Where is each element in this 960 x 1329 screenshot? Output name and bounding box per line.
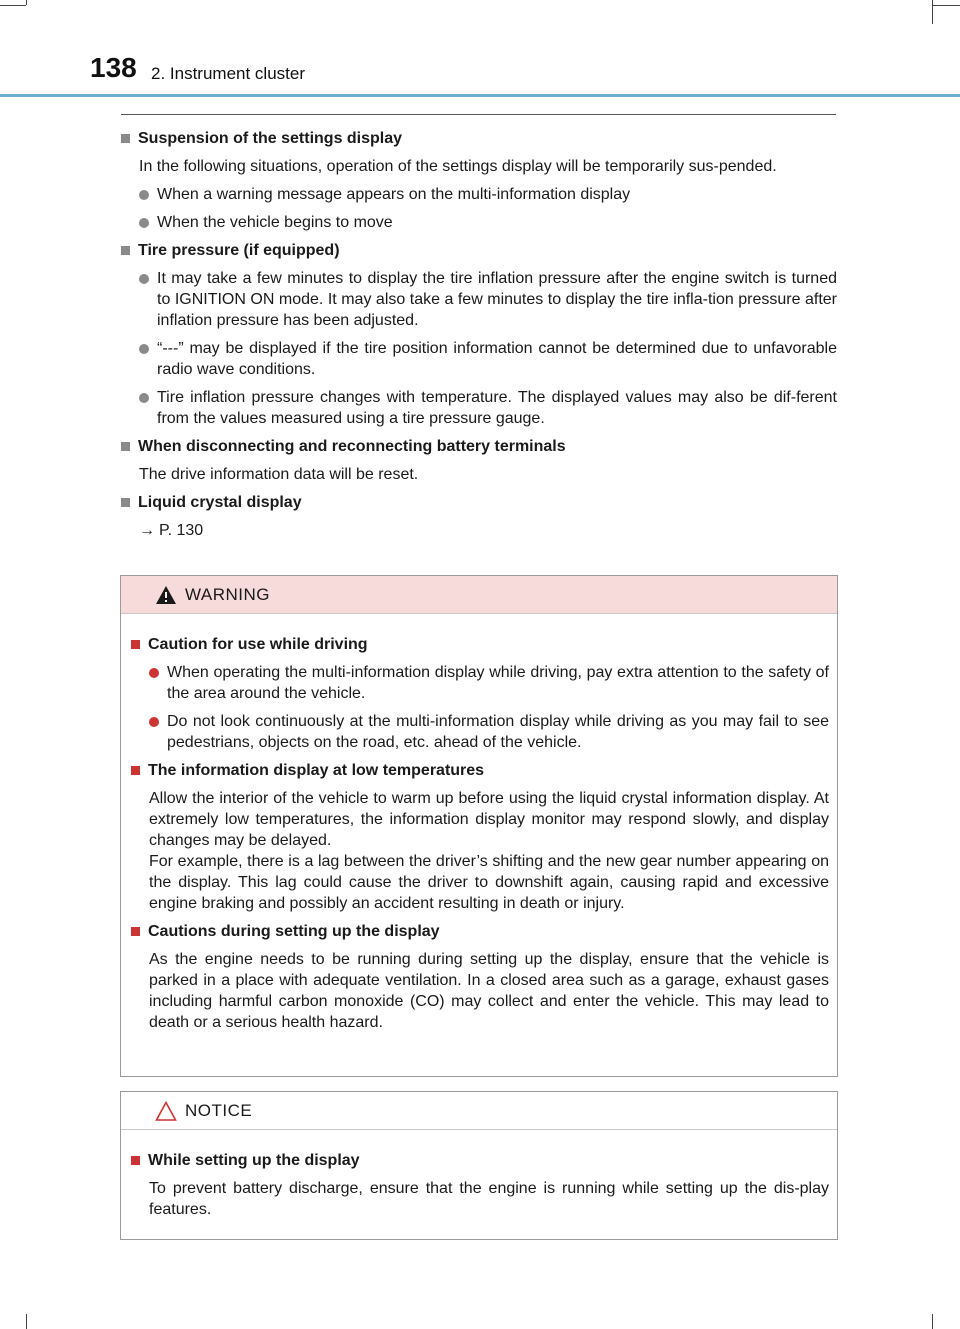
warning-section-heading: The information display at low temperatures — [131, 760, 829, 781]
list-item: It may take a few minutes to display the tire inflation pressure after the engine switch is turned to IGNITION ON mode. It may also take a few minutes to display the tire infla-tion pressure after inflation pressure has been adjusted. — [139, 268, 837, 331]
circle-bullet-icon — [139, 218, 149, 228]
list-item: When the vehicle begins to move — [139, 212, 837, 233]
warning-paragraph: Allow the interior of the vehicle to warm up before using the liquid crystal information display. At extremely low temperatures, the information display monitor may respond slowly, and display changes may be delayed. — [149, 790, 829, 849]
page-number: 138 — [90, 52, 137, 83]
square-bullet-icon — [121, 442, 130, 451]
crop-mark — [932, 1314, 933, 1329]
section-paragraph: In the following situations, operation of the settings display will be temporarily sus-pended. — [139, 158, 777, 175]
circle-bullet-icon — [149, 668, 159, 678]
list-item: “---” may be displayed if the tire position information cannot be determined due to unfavorable radio wave conditions. — [139, 338, 837, 380]
list-item: When operating the multi-information display while driving, pay extra attention to the safety of the area around the vehicle. — [149, 662, 829, 704]
main-content — [121, 124, 837, 548]
warning-triangle-icon — [155, 585, 177, 605]
section-heading: Tire pressure (if equipped) — [121, 240, 837, 261]
crop-mark — [0, 5, 26, 6]
crop-mark — [932, 5, 960, 6]
notice-paragraph: To prevent battery discharge, ensure that the engine is running while setting up the dis-play features. — [149, 1180, 829, 1218]
notice-body — [121, 1130, 837, 1237]
section-paragraph: The drive information data will be reset. — [139, 466, 419, 483]
warning-body — [121, 614, 837, 1050]
warning-section-heading: Cautions during setting up the display — [131, 921, 829, 942]
circle-bullet-icon — [149, 717, 159, 727]
notice-section-heading: While setting up the display — [131, 1150, 829, 1171]
caution-triangle-icon — [155, 1101, 177, 1121]
square-bullet-icon — [131, 1156, 140, 1165]
crop-mark — [26, 1314, 27, 1329]
square-bullet-icon — [131, 927, 140, 936]
warning-box — [120, 575, 838, 1077]
square-bullet-icon — [131, 640, 140, 649]
top-rule — [121, 114, 836, 115]
circle-bullet-icon — [139, 344, 149, 354]
crop-mark — [932, 0, 933, 24]
square-bullet-icon — [131, 766, 140, 775]
warning-paragraph: For example, there is a lag between the driver’s shifting and the new gear number appearing on the display. This lag could cause the driver to downshift again, causing rapid and excessive engine braking and possibly an accident resulting in death or injury. — [149, 853, 829, 912]
notice-box — [120, 1091, 838, 1240]
notice-label: NOTICE — [185, 1100, 253, 1120]
warning-header — [121, 576, 837, 614]
page-reference-link[interactable]: → P. 130 — [139, 522, 204, 539]
circle-bullet-icon — [139, 274, 149, 284]
circle-bullet-icon — [139, 393, 149, 403]
circle-bullet-icon — [139, 190, 149, 200]
notice-header — [121, 1092, 837, 1130]
section-heading: When disconnecting and reconnecting battery terminals — [121, 436, 837, 457]
square-bullet-icon — [121, 498, 130, 507]
section-heading: Liquid crystal display — [121, 492, 837, 513]
arrow-right-icon: → — [139, 522, 155, 539]
warning-label: WARNING — [185, 584, 271, 604]
square-bullet-icon — [121, 134, 130, 143]
crop-mark — [26, 0, 27, 5]
warning-section-heading: Caution for use while driving — [131, 634, 829, 655]
list-item: Tire inflation pressure changes with temperature. The displayed values may also be dif-ferent from the values measured using a tire pressure gauge. — [139, 387, 837, 429]
chapter-title: 2. Instrument cluster — [151, 64, 306, 83]
warning-paragraph: As the engine needs to be running during setting up the display, ensure that the vehicle is parked in a place with adequate ventilation. In a closed area such as a garage, exhaust gases including harmful carbon monoxide (CO) may collect and enter the vehicle. This may lead to death or a serious health hazard. — [149, 951, 829, 1031]
header-rule — [0, 94, 960, 97]
list-item: Do not look continuously at the multi-information display while driving as you may fail to see pedestrians, objects on the road, etc. ahead of the vehicle. — [149, 711, 829, 753]
list-item: When a warning message appears on the multi-information display — [139, 184, 837, 205]
square-bullet-icon — [121, 246, 130, 255]
section-heading: Suspension of the settings display — [121, 128, 837, 149]
